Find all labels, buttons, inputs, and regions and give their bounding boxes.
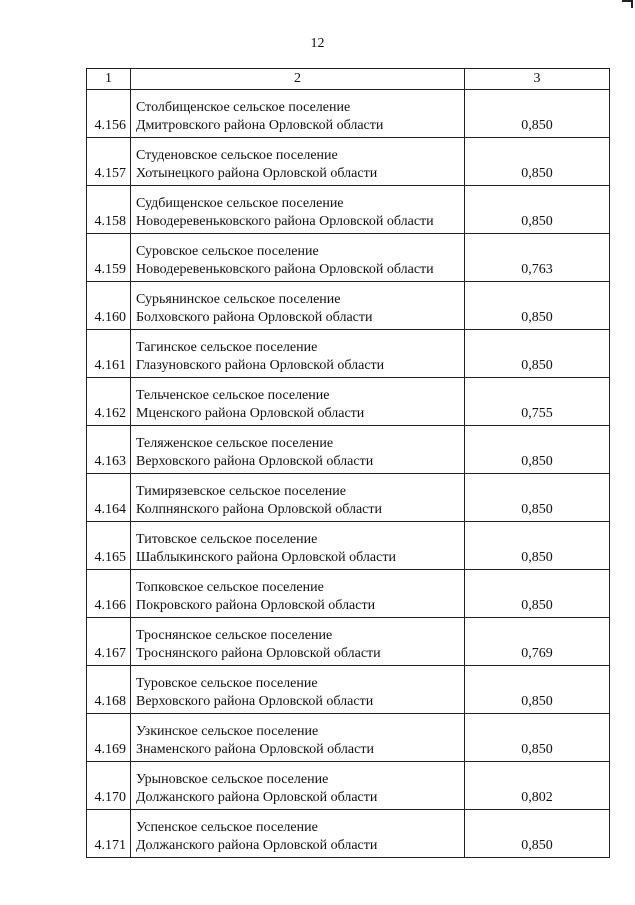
coefficient-value: 0,755	[465, 378, 610, 426]
row-number: 4.156	[87, 90, 131, 138]
coefficient-value: 0,850	[465, 282, 610, 330]
settlement-name: Сурьянинское сельское поселение	[136, 292, 341, 307]
district-name: Верховского района Орловской области	[136, 454, 374, 469]
settlement-name: Урыновское сельское поселение	[136, 772, 329, 787]
district-name: Знаменского района Орловской области	[136, 742, 374, 757]
coefficient-value: 0,850	[465, 522, 610, 570]
column-header-3: 3	[465, 69, 610, 90]
table-row	[87, 378, 610, 426]
row-number: 4.163	[87, 426, 131, 474]
table-header-row	[87, 69, 610, 90]
settlement-name-cell	[131, 762, 465, 810]
district-name: Верховского района Орловской области	[136, 694, 374, 709]
coefficient-value: 0,850	[465, 426, 610, 474]
settlement-name: Тагинское сельское поселение	[136, 340, 318, 355]
corner-mark	[622, 0, 633, 8]
coefficient-value: 0,850	[465, 186, 610, 234]
table-row	[87, 234, 610, 282]
table-row	[87, 138, 610, 186]
district-name: Дмитровского района Орловской области	[136, 118, 384, 133]
table-row	[87, 714, 610, 762]
district-name: Должанского района Орловской области	[136, 790, 378, 805]
row-number: 4.171	[87, 810, 131, 858]
settlement-name-cell	[131, 90, 465, 138]
settlement-name-cell	[131, 474, 465, 522]
settlement-name: Тельченское сельское поселение	[136, 388, 330, 403]
settlement-name-cell	[131, 810, 465, 858]
settlement-name-cell	[131, 570, 465, 618]
coefficient-value: 0,850	[465, 330, 610, 378]
row-number: 4.160	[87, 282, 131, 330]
table-body	[87, 90, 610, 858]
settlement-name-cell	[131, 666, 465, 714]
district-name: Колпнянского района Орловской области	[136, 502, 383, 517]
district-name: Мценского района Орловской области	[136, 406, 365, 421]
settlement-name: Суровское сельское поселение	[136, 244, 319, 259]
row-number: 4.168	[87, 666, 131, 714]
settlement-name: Топковское сельское поселение	[136, 580, 324, 595]
settlement-name: Узкинское сельское поселение	[136, 724, 319, 739]
settlement-name-cell	[131, 138, 465, 186]
district-name: Покровского района Орловской области	[136, 598, 376, 613]
district-name: Болховского района Орловской области	[136, 310, 373, 325]
coefficient-value: 0,763	[465, 234, 610, 282]
settlement-name: Столбищенское сельское поселение	[136, 100, 351, 115]
settlement-name: Титовское сельское поселение	[136, 532, 318, 547]
district-name: Хотынецкого района Орловской области	[136, 166, 378, 181]
row-number: 4.166	[87, 570, 131, 618]
row-number: 4.167	[87, 618, 131, 666]
row-number: 4.162	[87, 378, 131, 426]
table-row	[87, 282, 610, 330]
settlement-name-cell	[131, 714, 465, 762]
table-row	[87, 186, 610, 234]
row-number: 4.165	[87, 522, 131, 570]
settlement-name-cell	[131, 426, 465, 474]
settlement-name-cell	[131, 378, 465, 426]
table-row	[87, 570, 610, 618]
row-number: 4.169	[87, 714, 131, 762]
district-name: Глазуновского района Орловской области	[136, 358, 385, 373]
district-name: Шаблыкинского района Орловской области	[136, 550, 396, 565]
settlement-name: Тимирязевское сельское поселение	[136, 484, 346, 499]
coefficient-value: 0,850	[465, 570, 610, 618]
settlement-name: Студеновское сельское поселение	[136, 148, 338, 163]
table-row	[87, 666, 610, 714]
settlement-name: Успенское сельское поселение	[136, 820, 318, 835]
coefficient-value: 0,850	[465, 474, 610, 522]
settlement-name: Судбищенское сельское поселение	[136, 196, 344, 211]
coefficient-value: 0,850	[465, 810, 610, 858]
coefficient-value: 0,850	[465, 90, 610, 138]
table-row	[87, 90, 610, 138]
settlement-name-cell	[131, 522, 465, 570]
table-row	[87, 426, 610, 474]
settlement-name-cell	[131, 282, 465, 330]
column-header-1: 1	[87, 69, 131, 90]
coefficient-value: 0,850	[465, 666, 610, 714]
table-row	[87, 762, 610, 810]
settlement-name-cell	[131, 330, 465, 378]
table-row	[87, 522, 610, 570]
table-row	[87, 618, 610, 666]
page-number: 12	[310, 36, 325, 51]
settlement-name-cell	[131, 186, 465, 234]
settlement-name: Туровское сельское поселение	[136, 676, 318, 691]
settlement-name: Теляженское сельское поселение	[136, 436, 334, 451]
district-name: Новодеревеньковского района Орловской области	[136, 262, 434, 277]
district-name: Троснянского района Орловской области	[136, 646, 381, 661]
settlement-name-cell	[131, 618, 465, 666]
table-row	[87, 474, 610, 522]
coefficient-value: 0,802	[465, 762, 610, 810]
settlement-name: Троснянское сельское поселение	[136, 628, 333, 643]
table-row	[87, 810, 610, 858]
settlements-table	[86, 68, 610, 858]
row-number: 4.164	[87, 474, 131, 522]
table-row	[87, 330, 610, 378]
column-header-2: 2	[131, 69, 465, 90]
district-name: Должанского района Орловской области	[136, 838, 378, 853]
row-number: 4.170	[87, 762, 131, 810]
coefficient-value: 0,850	[465, 138, 610, 186]
row-number: 4.158	[87, 186, 131, 234]
coefficient-value: 0,850	[465, 714, 610, 762]
settlement-name-cell	[131, 234, 465, 282]
row-number: 4.157	[87, 138, 131, 186]
row-number: 4.159	[87, 234, 131, 282]
district-name: Новодеревеньковского района Орловской области	[136, 214, 434, 229]
row-number: 4.161	[87, 330, 131, 378]
coefficient-value: 0,769	[465, 618, 610, 666]
